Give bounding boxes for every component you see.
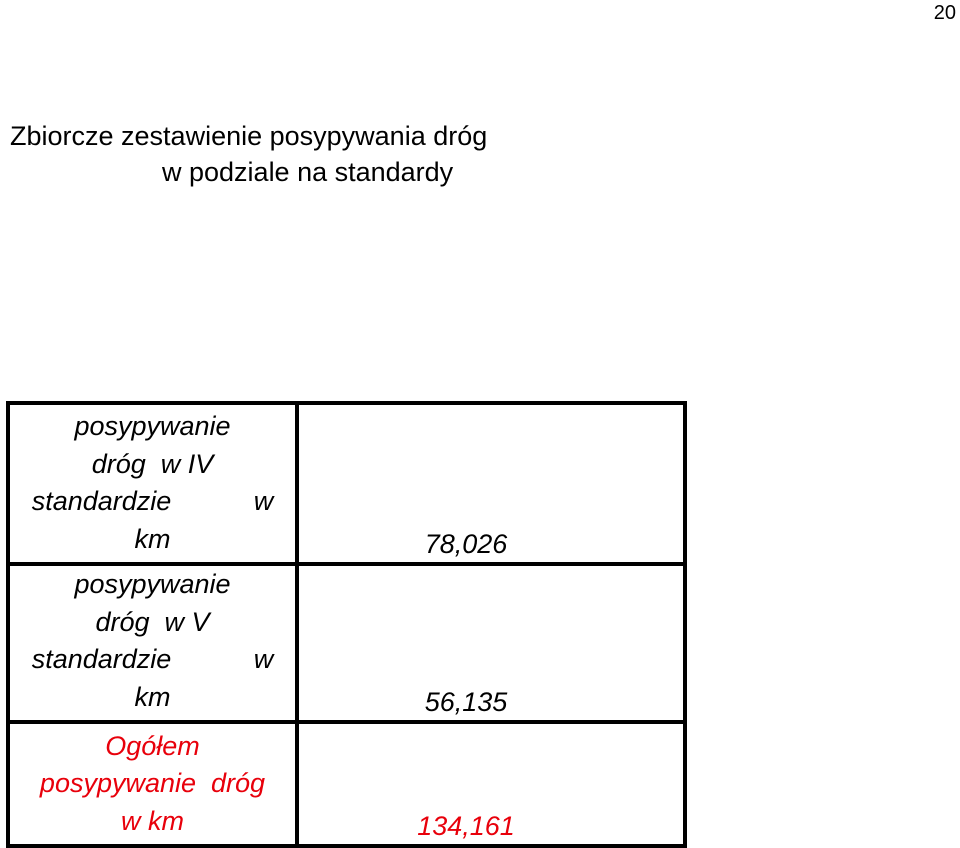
row-label-line: standardzie w bbox=[31, 486, 274, 516]
row-label-line: standardzie w bbox=[31, 644, 274, 674]
row-value-standard-iv: 78,026 bbox=[297, 403, 685, 564]
row-value-total: 134,161 bbox=[297, 722, 685, 846]
document-title bbox=[10, 118, 610, 190]
row-label-standard-v bbox=[8, 564, 297, 722]
row-label-line: posypywanie dróg bbox=[39, 768, 266, 798]
row-label-line: w km bbox=[121, 805, 184, 836]
row-label-line: Ogółem bbox=[105, 730, 200, 761]
row-label-line: dróg w IV bbox=[91, 448, 214, 479]
summary-table bbox=[6, 401, 687, 848]
title-line-2: w podziale na standardy bbox=[162, 157, 454, 187]
row-label-line: posypywanie bbox=[74, 569, 231, 599]
page-number: 20 bbox=[933, 2, 956, 24]
title-line-1: Zbiorcze zestawienie posypywania dróg bbox=[10, 121, 488, 151]
table-row-standard-v bbox=[8, 564, 685, 722]
row-label-line: posypywanie bbox=[74, 411, 231, 441]
row-label-standard-iv bbox=[8, 403, 297, 564]
table-row-standard-iv bbox=[8, 403, 685, 564]
row-label-line: km bbox=[134, 523, 171, 554]
row-label-total bbox=[8, 722, 297, 846]
row-label-line: dróg w V bbox=[95, 606, 210, 637]
row-label-line: km bbox=[134, 681, 171, 712]
row-value-standard-v: 56,135 bbox=[297, 564, 685, 722]
table-row-total bbox=[8, 722, 685, 846]
